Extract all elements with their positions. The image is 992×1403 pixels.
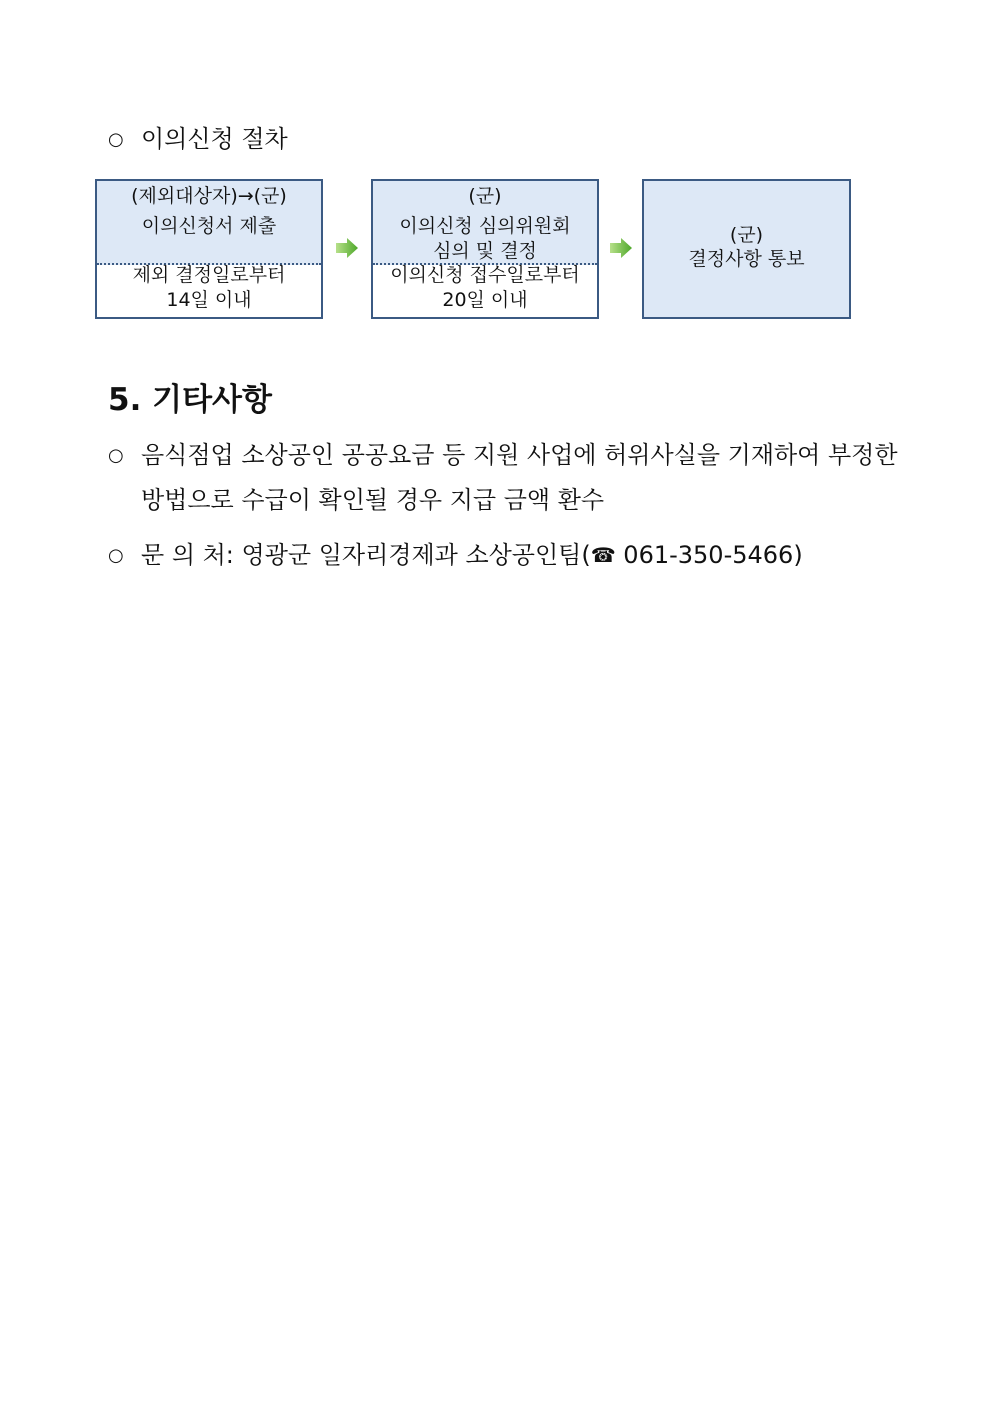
telephone-icon: ☎ — [590, 543, 616, 567]
box-submit-line4: 14일 이내 — [166, 289, 252, 311]
list-item-refund-line2: 방법으로 수급이 확인될 경우 지급 금액 환수 — [141, 486, 605, 514]
box-review-line1: (군) — [468, 185, 502, 207]
bullet-icon: ○ — [108, 129, 124, 150]
bullet-icon: ○ — [108, 445, 124, 466]
list-item-contact — [108, 540, 803, 571]
box-review-line2: 이의신청 심의위원회 — [399, 215, 571, 237]
contact-phone: 061-350-5466) — [623, 541, 803, 569]
procedure-box-review-top — [373, 181, 597, 265]
procedure-box-submit-top — [97, 181, 321, 265]
procedure-box-notify — [642, 179, 851, 319]
list-item-refund — [108, 440, 898, 471]
section-title: 5. 기타사항 — [108, 382, 272, 418]
bullet-icon: ○ — [108, 545, 124, 566]
procedure-box-submit — [95, 179, 323, 319]
arrow-right-icon — [335, 237, 359, 259]
arrow-right-icon — [609, 237, 633, 259]
box-submit-line3: 제외 결정일로부터 — [132, 264, 286, 286]
procedure-box-notify-center — [644, 223, 849, 271]
procedure-heading-text: 이의신청 절차 — [141, 125, 288, 153]
list-item-refund-line1: 음식점업 소상공인 공공요금 등 지원 사업에 허위사실을 기재하여 부정한 — [141, 441, 898, 469]
box-review-line5: 20일 이내 — [442, 289, 528, 311]
box-submit-line2: 이의신청서 제출 — [141, 215, 277, 237]
box-review-line4: 이의신청 접수일로부터 — [390, 264, 580, 286]
procedure-box-review-bottom — [373, 263, 597, 317]
procedure-heading — [108, 124, 288, 155]
box-notify-line2: 결정사항 통보 — [688, 248, 805, 270]
procedure-box-submit-bottom — [97, 263, 321, 317]
box-submit-line1: (제외대상자)→(군) — [131, 185, 287, 207]
box-notify-line1: (군) — [729, 224, 764, 246]
procedure-box-review — [371, 179, 599, 319]
contact-label: 문 의 처: 영광군 일자리경제과 소상공인팀( — [141, 541, 591, 569]
box-review-line3: 심의 및 결정 — [433, 240, 537, 262]
